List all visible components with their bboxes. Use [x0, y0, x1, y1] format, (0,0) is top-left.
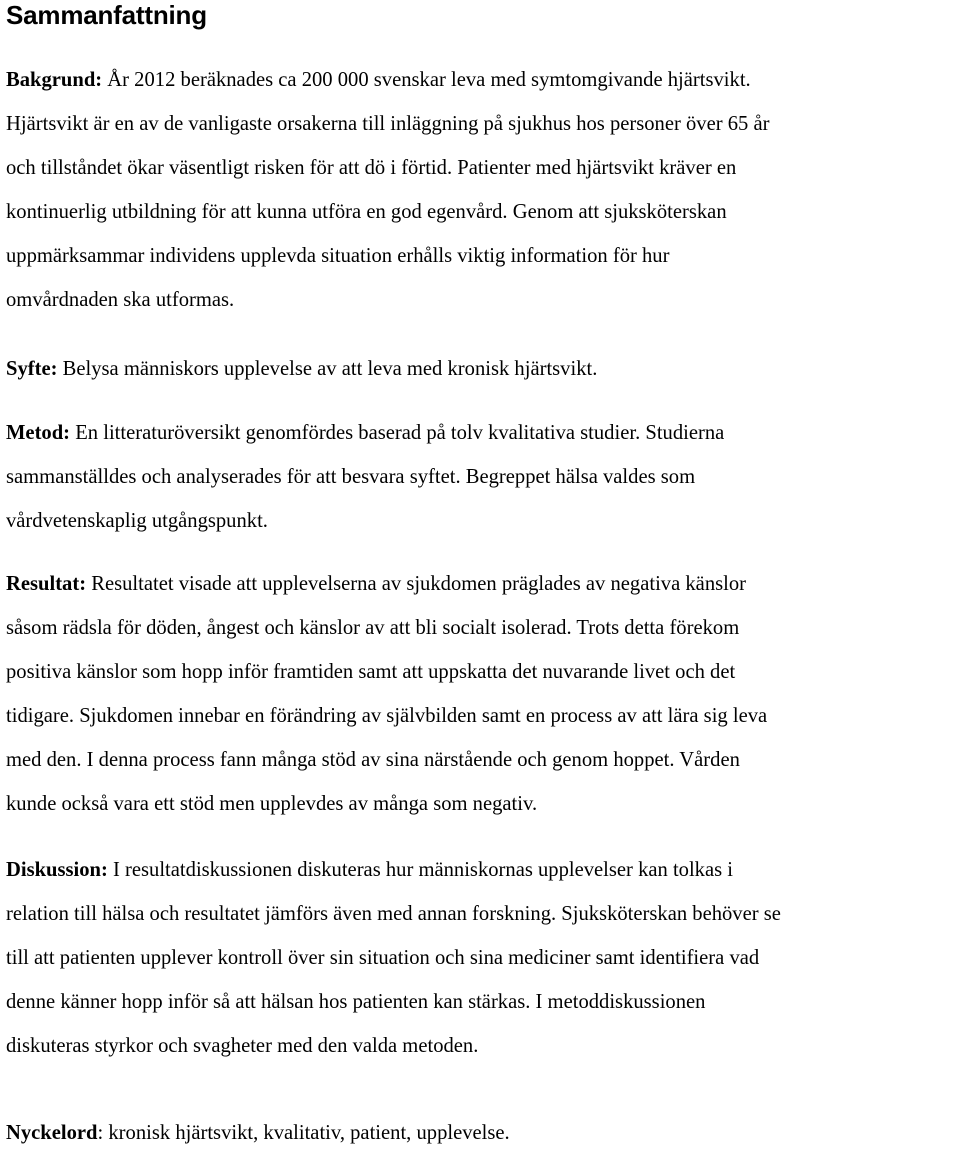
- nyckelord-label: Nyckelord: [6, 1122, 98, 1144]
- resultat-label: Resultat:: [6, 573, 87, 595]
- diskussion-line: till att patienten upplever kontroll över sin situation och sina mediciner samt identifiera vad: [6, 947, 760, 969]
- syfte-paragraph: [6, 347, 597, 391]
- resultat-line: med den. I denna process fann många stöd av sina närstående och genom hoppet. Vården: [6, 749, 740, 771]
- bakgrund-paragraph: [6, 58, 769, 322]
- bakgrund-line: uppmärksammar individens upplevda situation erhålls viktig information för hur: [6, 245, 670, 267]
- resultat-line: Resultat: Resultatet visade att upplevelserna av sjukdomen präglades av negativa känslor: [6, 573, 747, 595]
- metod-line: vårdvetenskaplig utgångspunkt.: [6, 510, 268, 532]
- metod-line: Metod: En litteraturöversikt genomfördes baserad på tolv kvalitativa studier. Studierna: [6, 422, 725, 444]
- resultat-line: kunde också vara ett stöd men upplevdes av många som negativ.: [6, 793, 538, 815]
- resultat-paragraph: [6, 562, 767, 826]
- page-title: Sammanfattning: [6, 0, 207, 30]
- bakgrund-line: kontinuerlig utbildning för att kunna utföra en god egenvård. Genom att sjuksköterskan: [6, 201, 727, 223]
- resultat-line: tidigare. Sjukdomen innebar en förändring av självbilden samt en process av att lära sig leva: [6, 705, 768, 727]
- diskussion-line: diskuteras styrkor och svagheter med den valda metoden.: [6, 1035, 479, 1057]
- diskussion-line: Diskussion: I resultatdiskussionen diskuteras hur människornas upplevelser kan tolkas i: [6, 859, 734, 881]
- diskussion-line: relation till hälsa och resultatet jämförs även med annan forskning. Sjuksköterskan behöver se: [6, 903, 781, 925]
- bakgrund-line: omvårdnaden ska utformas.: [6, 289, 235, 311]
- diskussion-line: denne känner hopp inför så att hälsan hos patienten kan stärkas. I metoddiskussionen: [6, 991, 706, 1013]
- bakgrund-line: och tillståndet ökar väsentligt risken för att dö i förtid. Patienter med hjärtsvikt kräver en: [6, 157, 737, 179]
- resultat-line: positiva känslor som hopp inför framtiden samt att uppskatta det nuvarande livet och det: [6, 661, 736, 683]
- resultat-line: såsom rädsla för döden, ångest och känslor av att bli socialt isolerad. Trots detta förekom: [6, 617, 740, 639]
- diskussion-label: Diskussion:: [6, 859, 108, 881]
- syfte-label: Syfte:: [6, 358, 58, 380]
- nyckelord-line: [6, 1111, 510, 1155]
- nyckelord-text: : kronisk hjärtsvikt, kvalitativ, patient, upplevelse.: [97, 1122, 510, 1144]
- document-page: [6, 0, 960, 1144]
- metod-label: Metod:: [6, 422, 71, 444]
- metod-paragraph: [6, 411, 724, 543]
- nyckelord-paragraph: [6, 1111, 510, 1155]
- bakgrund-line: Hjärtsvikt är en av de vanligaste orsakerna till inläggning på sjukhus hos personer över 65 år: [6, 113, 770, 135]
- diskussion-paragraph: [6, 848, 781, 1068]
- bakgrund-line: Bakgrund: År 2012 beräknades ca 200 000 svenskar leva med symtomgivande hjärtsvikt.: [6, 69, 751, 91]
- metod-line: sammanställdes och analyserades för att besvara syftet. Begreppet hälsa valdes som: [6, 466, 696, 488]
- bakgrund-label: Bakgrund:: [6, 69, 103, 91]
- syfte-line: Syfte: Belysa människors upplevelse av att leva med kronisk hjärtsvikt.: [6, 358, 598, 380]
